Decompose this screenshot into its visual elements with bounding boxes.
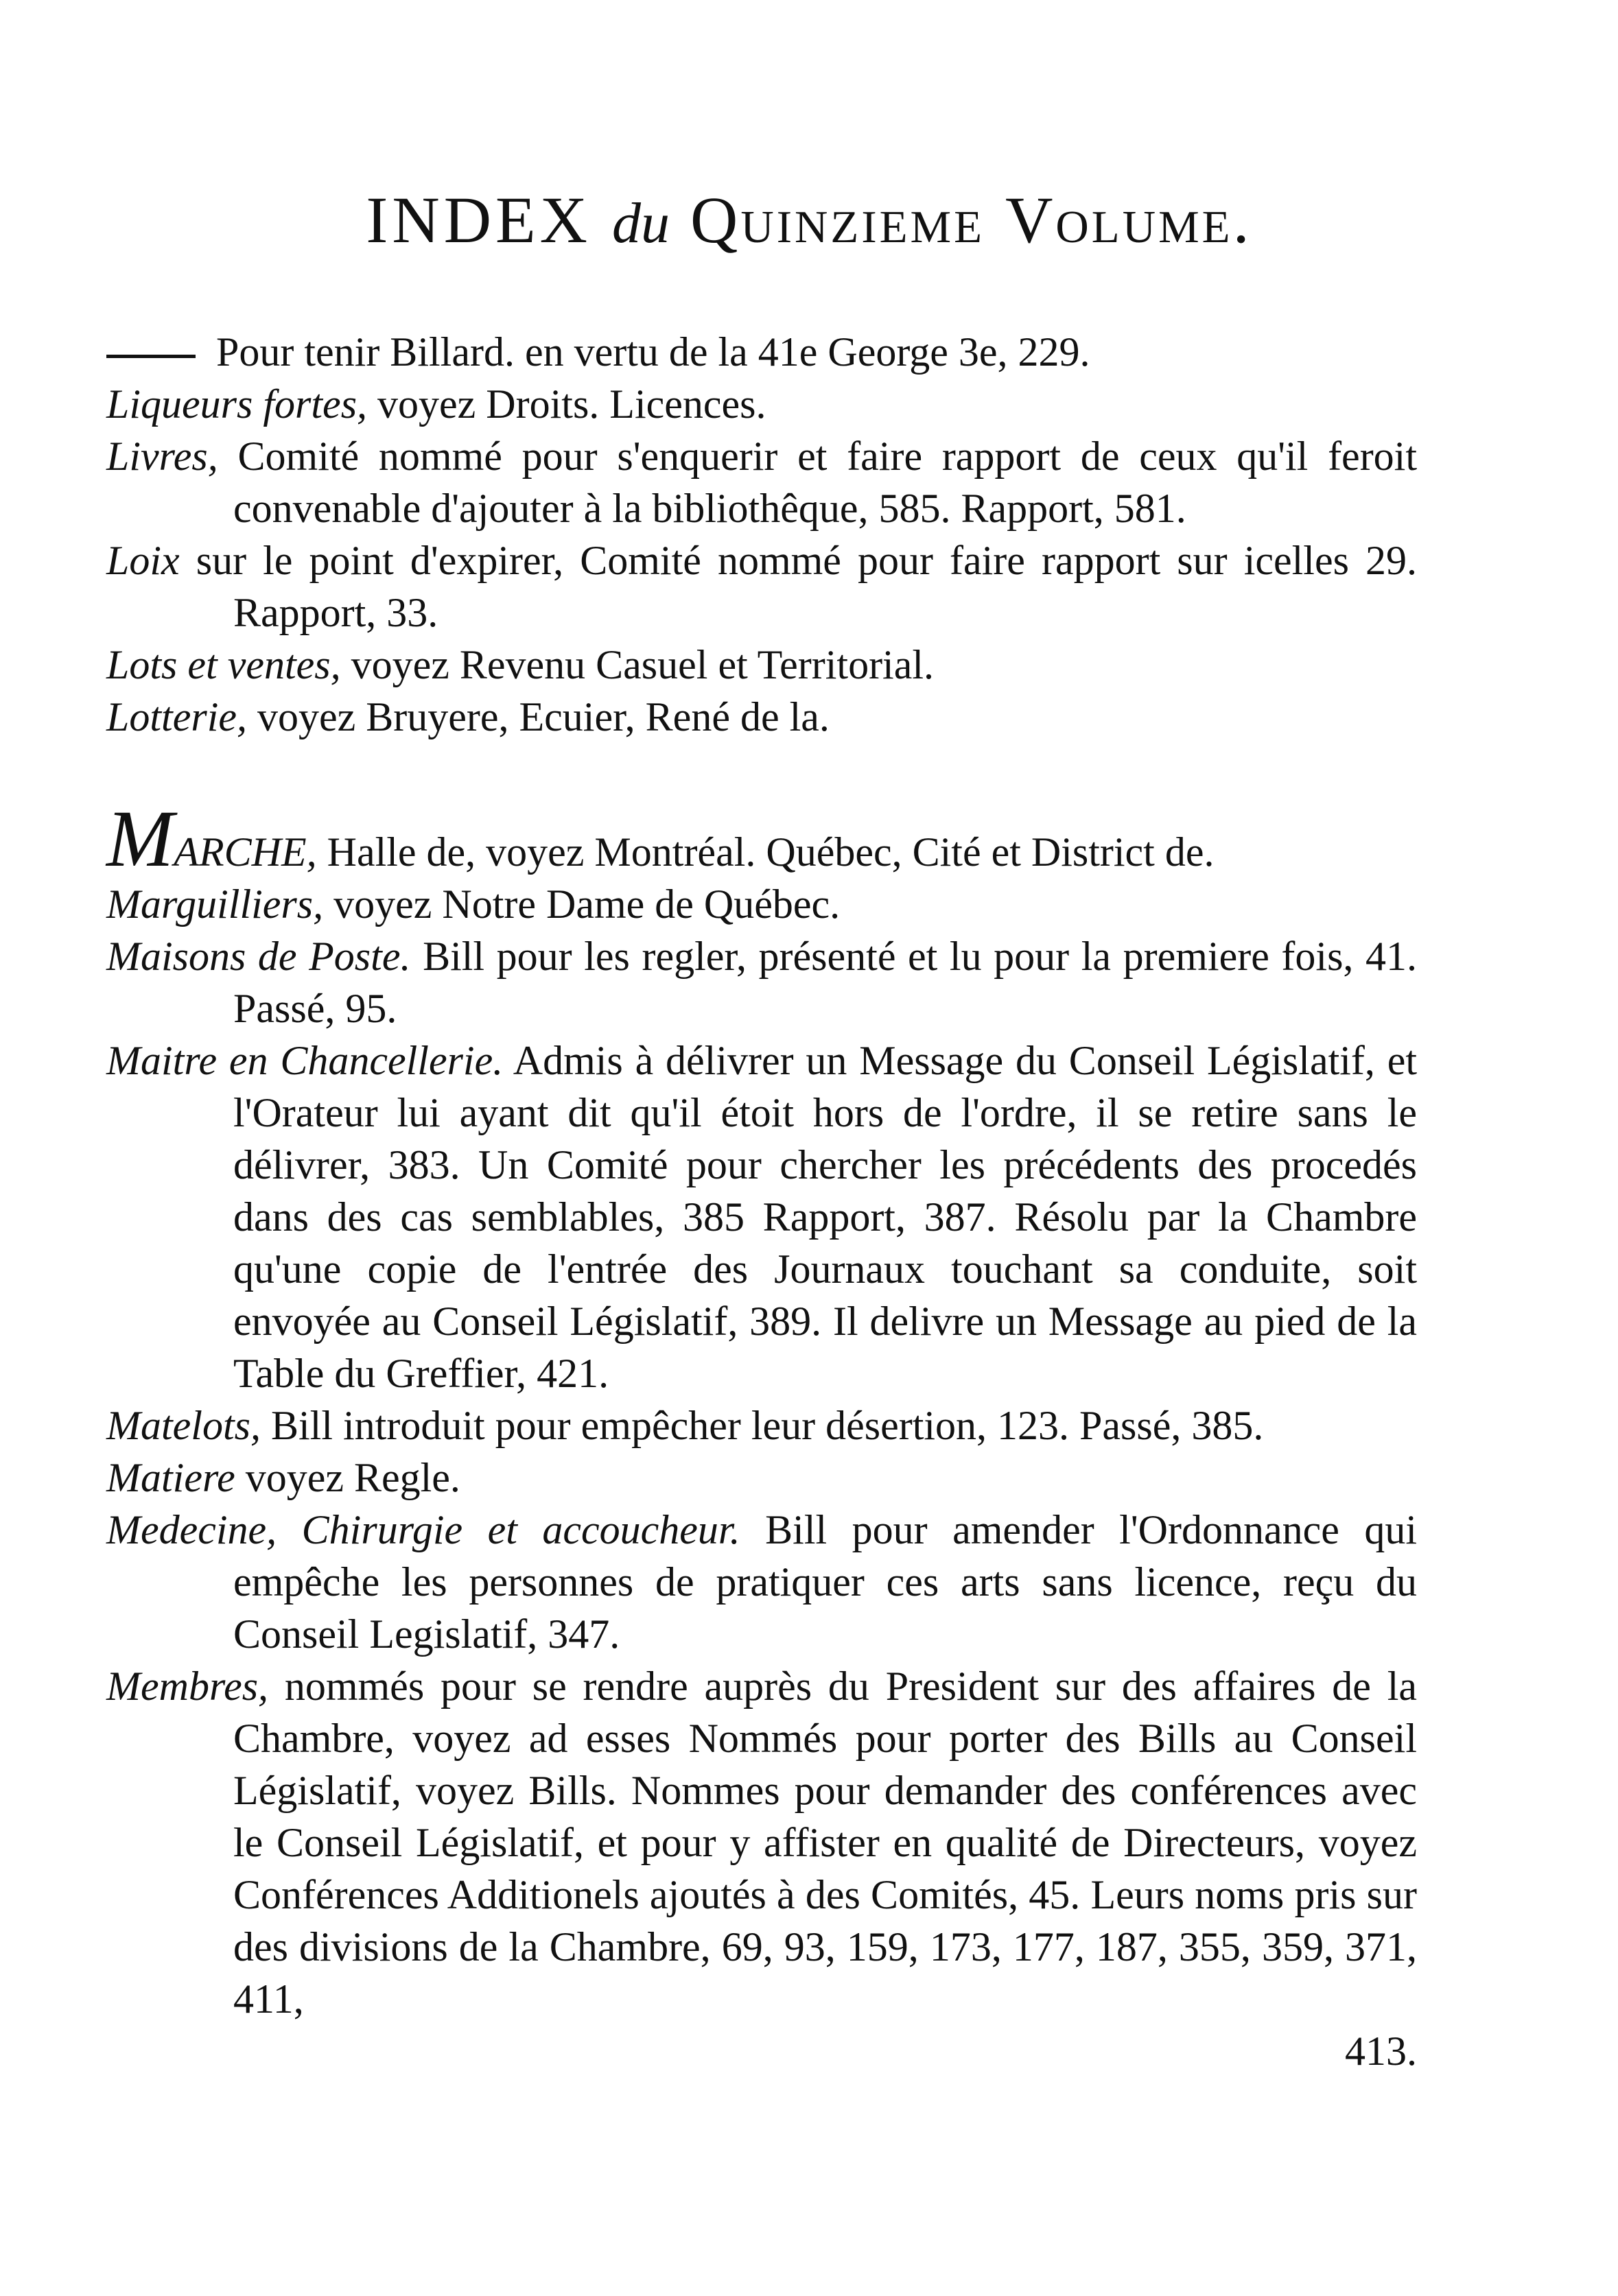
entry-text: Comité nommé pour s'enquerir et faire rapport de ceux qu'il feroit convenable d'ajouter à la bibliothêque, 585. Rapport, 581.: [233, 434, 1418, 531]
page-title: [0, 182, 1618, 258]
entry-text: nommés pour se rendre auprès du President sur des affaires de la Chambre, voyez ad esses Nommés pour porter des Bills au Conseil Législatif, voyez Bills. Nommes pour demander des conférences avec le Conseil Législatif, et pour y affister en qualité de Directeurs, voyez Conférences Additionels ajoutés à des Comités, 45. Leurs noms pris sur des divisions de la Chambre, 69, 93, 159, 173, 177, 187, 355, 359, 371, 411,: [233, 1664, 1417, 2022]
entry-text: Admis à délivrer un Message du Conseil Législatif, et l'Orateur lui ayant dit qu'il étoit hors de l'ordre, il se retire sans le délivrer, 383. Un Comité pour chercher les précédents des procedés dans des cas semblables, 385 Rapport, 387. Résolu par la Chambre qu'une copie de l'entrée des Journaux touchant sa conduite, soit envoyée au Conseil Législatif, 389. Il delivre un Message au pied de la Table du Greffier, 421.: [233, 1038, 1418, 1396]
entry-text: Bill pour les regler, présenté et lu pour la premiere fois, 41. Passé, 95.: [233, 934, 1418, 1031]
index-body: [106, 326, 1417, 2077]
title-quinzieme: Quinzieme: [690, 183, 985, 257]
entry-head: Membres,: [106, 1664, 269, 1709]
continuation-dash: [106, 355, 196, 358]
entry-head: Maisons de Poste.: [106, 934, 411, 979]
entry-text: Pour tenir Billard. en vertu de la 41e George 3e, 229.: [216, 329, 1090, 375]
entry-head: Lots et ventes,: [106, 642, 341, 687]
entry-head: Maitre en Chancellerie.: [106, 1038, 504, 1083]
entry-text: Bill pour amender l'Ordonnance qui empêche les personnes de pratiquer ces arts sans licence, reçu du Conseil Legislatif, 347.: [233, 1507, 1418, 1657]
title-index: INDEX: [366, 183, 591, 257]
index-entry: [106, 1399, 1417, 1452]
index-entry: [106, 430, 1417, 534]
index-entry: [106, 691, 1417, 743]
entry-head: Medecine, Chirurgie et accoucheur.: [106, 1507, 740, 1552]
section-gap: [106, 743, 1417, 818]
drop-cap: M: [106, 794, 174, 884]
entry-text: sur le point d'expirer, Comité nommé pour faire rapport sur icelles 29. Rapport, 33.: [196, 538, 1417, 635]
index-entry: [106, 378, 1417, 430]
entry-head: Lotterie,: [106, 694, 247, 739]
entry-head: ARCHE,: [174, 829, 317, 875]
index-entry: [106, 794, 1417, 884]
entry-text: voyez Droits. Licences.: [377, 381, 766, 427]
entry-head: Matiere: [106, 1455, 235, 1500]
entry-text: voyez Revenu Casuel et Territorial.: [351, 642, 935, 687]
trailing-page-number: 413.: [1345, 2028, 1417, 2074]
index-entry: [106, 326, 1417, 378]
entry-head: Liqueurs fortes,: [106, 381, 368, 427]
entry-text: voyez Regle.: [245, 1455, 460, 1500]
title-du: du: [611, 191, 670, 255]
index-entry: [106, 1034, 1417, 1399]
index-entry: [106, 534, 1417, 639]
index-entry: [106, 639, 1417, 691]
entry-text: voyez Notre Dame de Québec.: [333, 881, 841, 927]
entry-head: Loix: [106, 538, 180, 583]
index-entry: [106, 1660, 1417, 2077]
entry-head: Matelots,: [106, 1403, 261, 1448]
entry-head: Marguilliers,: [106, 881, 324, 927]
entry-text: Bill introduit pour empêcher leur désertion, 123. Passé, 385.: [270, 1403, 1264, 1448]
index-entry: [106, 1504, 1417, 1660]
entry-text: Halle de, voyez Montréal. Québec, Cité et District de.: [327, 829, 1215, 875]
index-entry: [106, 878, 1417, 930]
index-entry: [106, 930, 1417, 1034]
index-entry: [106, 1452, 1417, 1504]
title-volume: Volume.: [1005, 183, 1252, 257]
entry-text: voyez Bruyere, Ecuier, René de la.: [257, 694, 830, 739]
entry-head: Livres,: [106, 434, 218, 479]
